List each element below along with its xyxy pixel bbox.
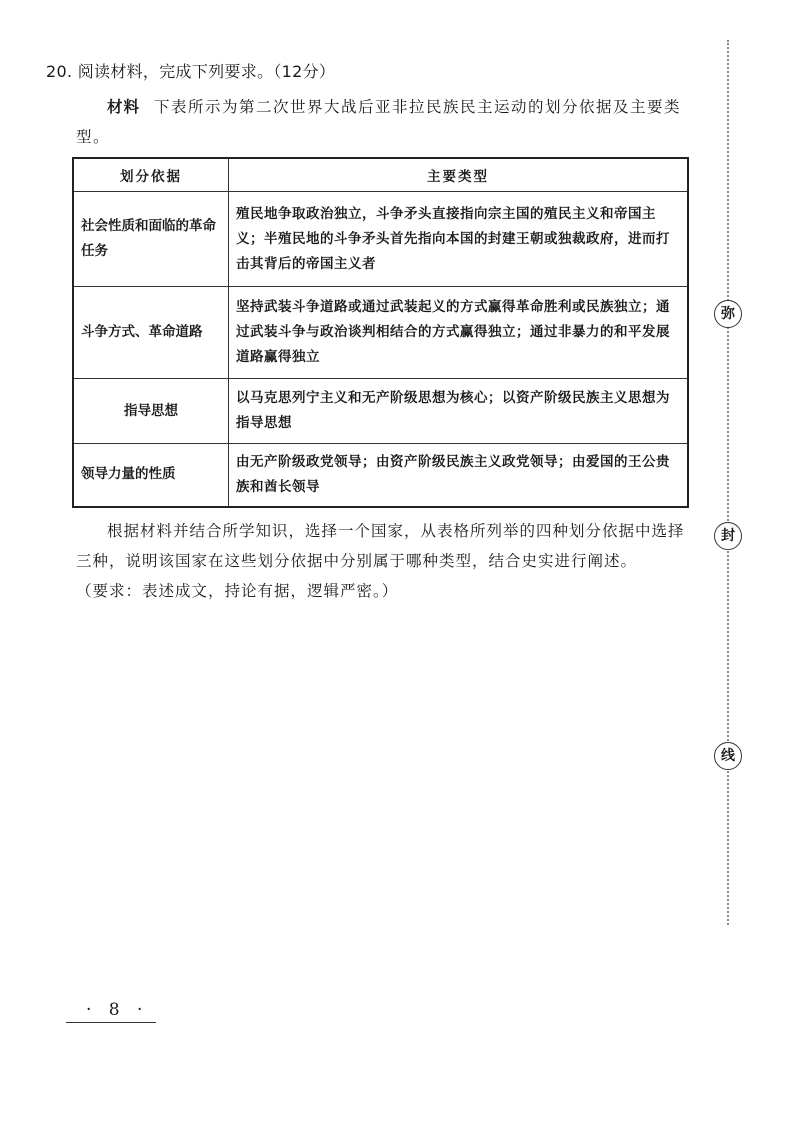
material-text: 下表所示为第二次世界大战后亚非拉民族民主运动的划分依据及主要类型。: [76, 98, 682, 146]
basis-cell: 斗争方式、革命道路: [73, 287, 229, 379]
types-cell: 坚持武装斗争道路或通过武装起义的方式赢得革命胜利或民族独立；通过武装斗争与政治谈判相结合的方式赢得独立；通过非暴力的和平发展道路赢得独立: [229, 287, 689, 379]
page-number: · 8 ·: [86, 1000, 149, 1020]
table-row: [73, 192, 688, 287]
task-requirement: （要求：表述成文，持论有据，逻辑严密。）: [76, 582, 399, 600]
binding-mark-mi: 弥: [714, 300, 742, 328]
question-title: 20. 阅读材料，完成下列要求。（12分）: [46, 62, 336, 81]
binding-mark-feng: 封: [714, 522, 742, 550]
header-basis: 划分依据: [73, 158, 229, 192]
material-paragraph: [76, 92, 696, 152]
table-row: [73, 287, 688, 379]
table-row: [73, 444, 688, 507]
material-label: 材料: [107, 97, 141, 116]
task-text: 根据材料并结合所学知识，选择一个国家，从表格所列举的四种划分依据中选择三种，说明该国家在这些划分依据中分别属于哪种类型，结合史实进行阐述。: [76, 522, 685, 570]
table-row: [73, 379, 688, 444]
basis-cell: 指导思想: [73, 379, 229, 444]
types-cell: 以马克思列宁主义和无产阶级思想为核心；以资产阶级民族主义思想为指导思想: [229, 379, 689, 444]
basis-cell: 社会性质和面临的革命任务: [73, 192, 229, 287]
task-paragraph: [76, 516, 696, 606]
binding-line: [727, 40, 729, 925]
types-cell: 由无产阶级政党领导；由资产阶级民族主义政党领导；由爱国的王公贵族和酋长领导: [229, 444, 689, 507]
basis-cell: 领导力量的性质: [73, 444, 229, 507]
classification-table: [72, 157, 689, 508]
header-types: 主要类型: [229, 158, 689, 192]
binding-mark-xian: 线: [714, 742, 742, 770]
table-header-row: [73, 158, 688, 192]
types-cell: 殖民地争取政治独立，斗争矛头直接指向宗主国的殖民主义和帝国主义；半殖民地的斗争矛头首先指向本国的封建王朝或独裁政府，进而打击其背后的帝国主义者: [229, 192, 689, 287]
page-number-rule: [66, 1022, 156, 1023]
